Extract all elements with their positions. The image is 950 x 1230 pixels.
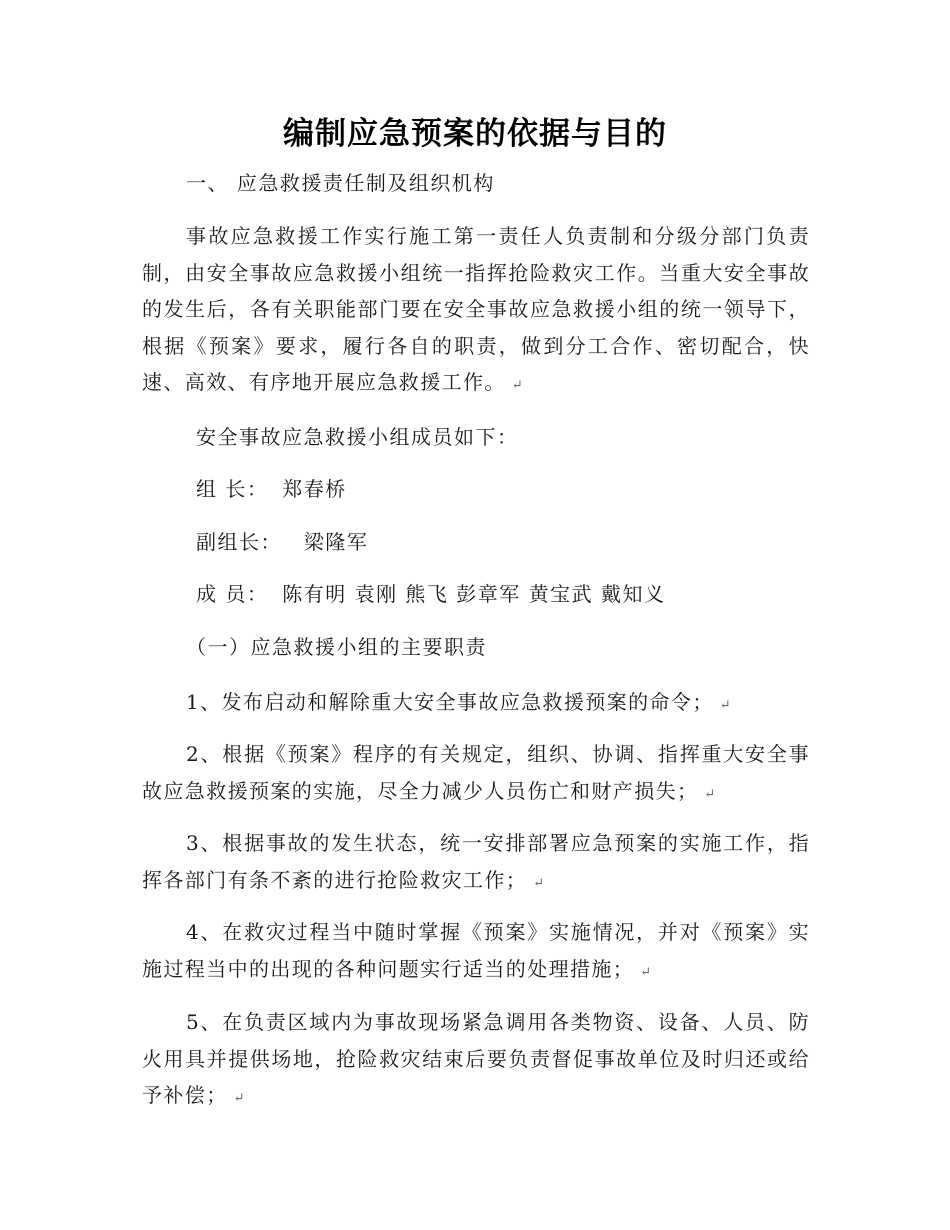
subsection-heading: （一）应急救援小组的主要职责 xyxy=(186,635,487,659)
leader-label: 组 长： xyxy=(196,477,269,501)
leader-row xyxy=(196,474,347,504)
duty-item-4 xyxy=(142,914,810,991)
intro-paragraph-text: 事故应急救援工作实行施工第一责任人负责制和分级分部门负责制，由安全事故应急救援小组统一指挥抢险救灾工作。当重大安全事故的发生后，各有关职能部门要在安全事故应急救援小组的统一领导下，根据《预案》要求，履行各自的职责，做到分工合作、密切配合，快速、高效、有序地开展应急救援工作。 xyxy=(142,224,810,394)
duty-text: 4、在救灾过程当中随时掌握《预案》实施情况，并对《预案》实施过程当中的出现的各种问题实行适当的处理措施； xyxy=(142,920,810,981)
duty-item-3 xyxy=(142,825,810,902)
members-names: 陈有明 袁刚 熊飞 彭章军 黄宝武 戴知义 xyxy=(282,582,666,606)
section-heading: 一、 应急救援责任制及组织机构 xyxy=(186,171,495,195)
deputy-row xyxy=(196,527,368,557)
paragraph-mark-icon: ↵ xyxy=(511,378,523,393)
paragraph-mark-icon: ↵ xyxy=(640,964,652,980)
page-title: 编制应急预案的依据与目的 xyxy=(283,116,667,152)
paragraph-mark-icon: ↵ xyxy=(533,875,545,891)
deputy-name: 梁隆军 xyxy=(303,530,369,554)
duty-text: 3、根据事故的发生状态，统一安排部署应急预案的实施工作，指挥各部门有条不紊的进行抢险救灾工作； xyxy=(142,831,810,892)
deputy-label: 副组长： xyxy=(196,530,282,554)
duty-text: 2、根据《预案》程序的有关规定，组织、协调、指挥重大安全事故应急救援预案的实施，尽全力减少人员伤亡和财产损失； xyxy=(142,742,810,803)
intro-paragraph xyxy=(142,218,810,405)
leader-name: 郑春桥 xyxy=(282,477,347,501)
members-intro: 安全事故应急救援小组成员如下： xyxy=(196,425,519,449)
duty-item-2 xyxy=(142,736,810,813)
duty-item-5 xyxy=(142,1004,810,1118)
duty-item-1 xyxy=(142,684,810,725)
paragraph-mark-icon: ↵ xyxy=(704,786,716,802)
members-row xyxy=(196,579,666,609)
duty-text: 5、在负责区域内为事故现场紧急调用各类物资、设备、人员、防火用具并提供场地，抢险救灾结束后要负责督促事故单位及时归还或给予补偿； xyxy=(142,1010,810,1107)
duty-text: 1、发布启动和解除重大安全事故应急救援预案的命令； xyxy=(186,690,714,714)
paragraph-mark-icon: ↵ xyxy=(719,698,731,713)
paragraph-mark-icon: ↵ xyxy=(233,1091,245,1106)
members-label: 成 员： xyxy=(196,582,269,606)
